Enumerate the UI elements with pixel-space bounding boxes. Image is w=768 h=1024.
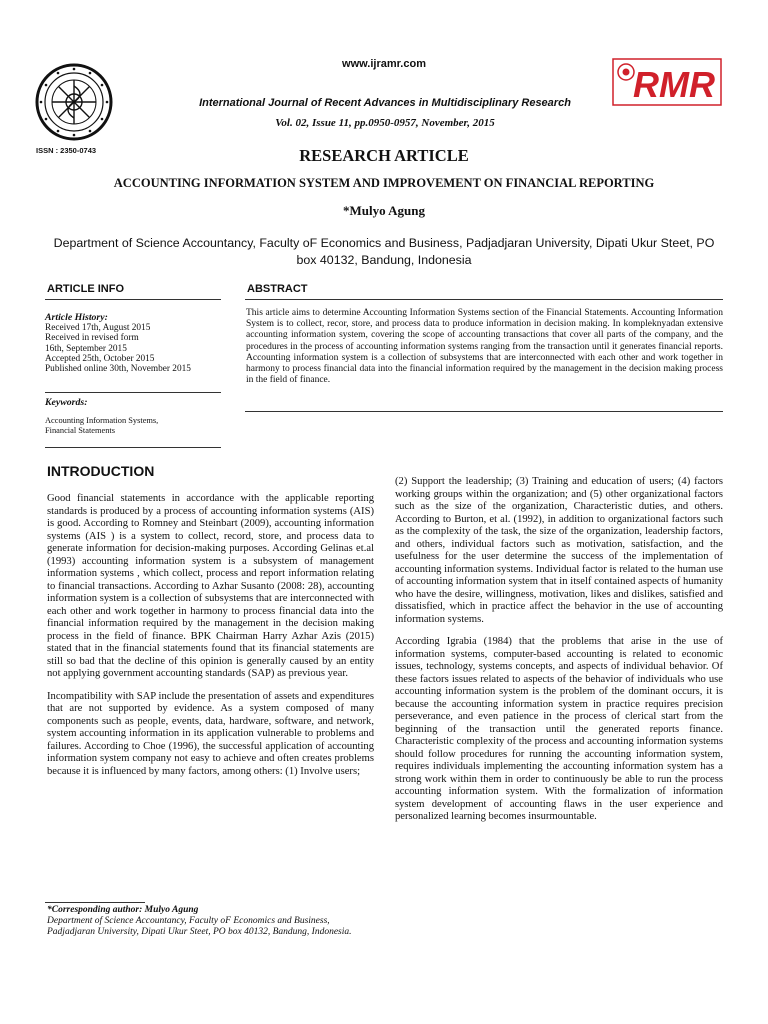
author-name: *Mulyo Agung: [343, 203, 425, 218]
divider: [45, 447, 221, 448]
footnote-label: *Corresponding author: Mulyo Agung: [47, 905, 199, 915]
abstract-text: This article aims to determine Accounting Information Systems section of the Financial Statements. Accounting Information System is to collect, recor, store, and process data to produce information in decision making. In kompleknyadan extensive accounting information system, covering the scope of accounting transactions that cover all parts of the company, and the procedures in the process of accounting information systems ranging from the transaction until it generates financial reports. Accounting information system is a collection of subsystems that are interconnected with each other and work together in harmony to process financial data into the financial information required by the management in the decision making process in the field of finance.: [246, 308, 723, 386]
divider: [45, 392, 221, 393]
body-column-right: [395, 476, 723, 834]
journal-url[interactable]: www.ijramr.com: [342, 58, 426, 70]
divider: [245, 299, 723, 300]
journal-name: International Journal of Recent Advances in Multidisciplinary Research: [199, 97, 571, 109]
keyword-item: Financial Statements: [45, 426, 116, 435]
corresponding-author-footnote: [47, 905, 377, 938]
divider: [45, 299, 221, 300]
footnote-text: Department of Science Accountancy, Faculty oF Economics and Business, Padjadjaran University, Dipati Ukur Steet, PO box 40132, Bandung, Indonesia.: [47, 916, 352, 937]
article-history: [45, 313, 225, 374]
section-heading-introduction: INTRODUCTION: [47, 463, 155, 479]
history-line: Published online 30th, November 2015: [45, 364, 191, 375]
history-line: Received in revised form: [45, 333, 139, 344]
author-affiliation: Department of Science Accountancy, Faculty oF Economics and Business, Padjadjaran University, Dipati Ukur Steet, PO box 40132, Bandung, Indonesia: [53, 236, 715, 267]
body-paragraph: (2) Support the leadership; (3) Training and education of users; (4) factors working groups within the organization; and (5) other organizational factors such as the size of the organization, Characteristic duties, and others. According to Burton, et al. (1992), in addition to organizational factors such as the complexity of the task, the size of the organization, leadership factors, and others, individual factors such as motivation, satisfaction, and the usefulness for the user determine the success of the implementation of accounting information systems. Individual factor is related to the human use of accounting information system that in itself contained aspects of humanity who have the desire, willingness, motivation, likes and dislikes, satisfied and dissatisfied, which in practice affect the behavior in the use of accounting information systems.: [395, 476, 723, 625]
article-info-heading: ARTICLE INFO: [47, 283, 124, 295]
article-type: RESEARCH ARTICLE: [299, 146, 469, 165]
divider: [245, 411, 723, 412]
body-paragraph: Good financial statements in accordance with the applicable reporting standards is produced by a process of accounting information systems (AIS) is good. According to Romney and Steinbart (2009), accounting information systems (AIS ) is a system to collect, record, store, and process data to generate information for decision-making purposes. According Gelinas et.al (1993) accounting information system is a subsystem of management information systems , which collect, process and report information relating to financial transactions. According to Azhar Susanto (2008: 28), accounting information system is a collection of subsystems that are interconnected with each other and work together in harmony to process financial data into the financial information required by the management in the decision making process in the field of finance. BPK Chairman Harry Azhar Azis (2015) stated that in the financial statements found that its financial statements are still so bad that the decline of this opinion is generally caused by an entity not applying government accounting standards (SAP) as previous year.: [47, 493, 374, 679]
body-paragraph: According Igrabia (1984) that the problems that arise in the use of information systems, computer-based accounting is related to economic issues, technology, systems concepts, and aspects of individual behavior. Of these factors issues related to aspects of the behavior of individuals who use accounting information system is the problem of the dominant occurs, it is because the accounting information system in practice requires precision perseverance, and even patience in the process of clerical start from the beginning of the transaction until the generated reports finance. Characteristic complexity of the process and accounting information systems should follow procedures for running the accounting information system, requires individuals implementing the accounting information system has a strong work within them in order to continuously be able to run the process accounting information system. With the formalization of information system development of accounting flaws in the user experience and personalized learning becomes insurmountable.: [395, 636, 723, 822]
history-line: Received 17th, August 2015: [45, 323, 151, 334]
article-history-label: Article History:: [45, 312, 108, 323]
keywords-label: Keywords:: [45, 397, 88, 408]
body-column-left: [47, 493, 374, 788]
journal-seal-icon: [34, 62, 114, 142]
journal-logo-text: RMR: [633, 64, 715, 105]
body-paragraph: Incompatibility with SAP include the presentation of assets and expenditures that are not supported by evidence. As a system composed of many components such as people, events, data, hardware, software, and network, system accounting information in its application vulnerable to problems and failures. According to Choe (1996), the successful application of accounting information system company not easy to achieve and often creates problems because it is influenced by many factors, among others: (1) Involve users;: [47, 690, 374, 777]
issn-label: ISSN : 2350-0743: [36, 146, 97, 155]
journal-volume-info: Vol. 02, Issue 11, pp.0950-0957, November, 2015: [275, 117, 495, 129]
abstract-heading: ABSTRACT: [247, 283, 308, 295]
footnote-divider: [45, 902, 145, 903]
journal-logo: [612, 58, 722, 106]
keywords-block: [45, 398, 225, 437]
keyword-item: Accounting Information Systems,: [45, 415, 159, 425]
history-line: Accepted 25th, October 2015: [45, 353, 155, 364]
article-title: ACCOUNTING INFORMATION SYSTEM AND IMPROVEMENT ON FINANCIAL REPORTING: [113, 176, 655, 190]
history-line: 16th, September 2015: [45, 343, 127, 354]
